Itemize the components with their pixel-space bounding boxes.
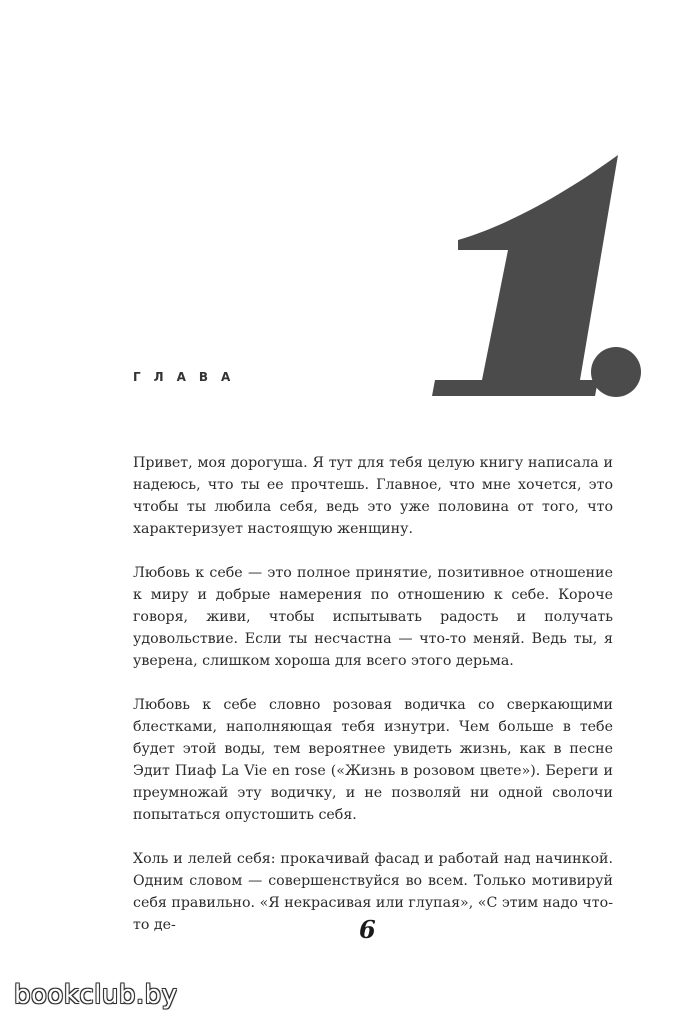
paragraph-3: Любовь к себе словно розовая водичка со сверкающими блестками, наполняющая тебя изнутри. Чем больше в тебе будет этой воды, тем вероятнее увидеть жизнь, как в песне Эдит Пиаф La Vie en rose («Жизнь в розовом цвете»). Береги и преумножай эту водичку, и не позволяй ни одной сволочи попытаться опустошить себя. [133, 697, 613, 823]
watermark: bookclub.by [14, 980, 178, 1010]
chapter-label: ГЛАВА [133, 370, 244, 384]
paragraph-2: Любовь к себе — это полное принятие, позитивное отношение к миру и добрые намерения по отношению к себе. Короче говоря, живи, чтобы испытывать радость и получать удовольствие. Если ты несчастна — что-то меняй. Ведь ты, я уверена, слишком хороша для всего этого дерьма. [133, 565, 613, 669]
page-number: 6 [359, 915, 376, 944]
body-text [133, 452, 613, 958]
chapter-number [420, 150, 650, 410]
paragraph-1: Привет, моя дорогуша. Я тут для тебя целую книгу написала и надеюсь, что ты ее прочтешь. Главное, что мне хочется, это чтобы ты любила себя, ведь это уже половина от того, что характеризует настоящую женщину. [133, 455, 613, 537]
paragraph-4: Холь и лелей себя: прокачивай фасад и работай над начинкой. Одним словом — совершенствуйся во всем. Только мотивируй себя правильно. «Я некрасивая или глупая», «С этим надо что-то де- [133, 851, 613, 933]
chapter-number-one-glyph [432, 155, 618, 396]
chapter-number-dot [591, 347, 641, 397]
